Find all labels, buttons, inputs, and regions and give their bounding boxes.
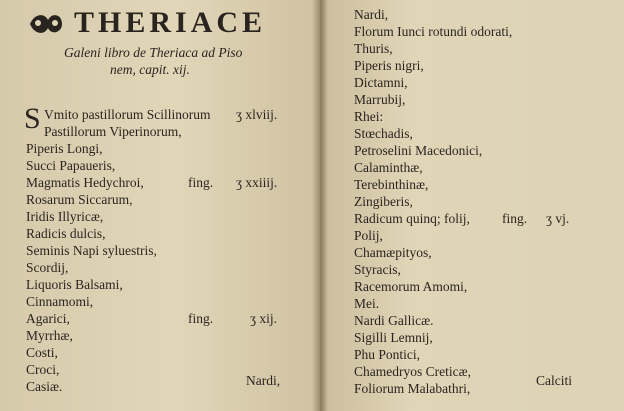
ingredient-line: Polij,: [354, 228, 383, 243]
ingredient-line: Dictamni,: [354, 75, 408, 90]
chapter-subtitle-line-2: nem, capit. xij.: [110, 62, 190, 77]
ingredient-line: Seminis Napi syluestris,: [26, 243, 157, 258]
ingredient-line: Phu Pontici,: [354, 347, 421, 362]
ingredient-line: Chamedryos Creticæ,: [354, 364, 471, 379]
ingredient-line: Petroselini Macedonici,: [354, 143, 483, 158]
ingredient-line: Casiæ.: [26, 379, 63, 394]
ingredient-line: Succi Papaueris,: [26, 158, 116, 173]
ingredient-line: Liquoris Balsami,: [26, 277, 123, 292]
ingredient-line: Foliorum Malabathri,: [354, 381, 471, 396]
right-page: [320, 0, 624, 411]
ingredient-line: Magmatis Hedychroi,: [26, 175, 144, 190]
ingredient-line: Croci,: [26, 362, 60, 377]
ingredient-line: Cinnamomi,: [26, 294, 94, 309]
first-ingredient-line: Vmito pastillorum Scillinorum: [44, 107, 211, 122]
ingredient-line: Thuris,: [354, 41, 393, 56]
ingredient-line: Rhei:: [354, 109, 384, 124]
ingredient-line: Myrrhæ,: [26, 328, 73, 343]
ingredient-line: Calaminthæ,: [354, 160, 423, 175]
amount-value: ʒ vj.: [546, 211, 570, 226]
ingredient-line: Pastillorum Viperinorum,: [44, 124, 182, 139]
ingredient-line: Scordij,: [26, 260, 69, 275]
ingredient-line: Marrubij,: [354, 92, 406, 107]
catchword-left: Nardi,: [246, 373, 281, 388]
running-title: THERIACE: [74, 6, 267, 39]
amount-label: fing.: [502, 211, 528, 226]
drop-capital: S: [24, 102, 41, 135]
ingredient-line: Mei.: [354, 296, 380, 311]
ingredient-line: Radicum quinq; folij,: [354, 211, 470, 226]
ingredient-line: Piperis nigri,: [354, 58, 424, 73]
ingredient-line: Rosarum Siccarum,: [26, 192, 133, 207]
amount-value: ʒ xij.: [250, 311, 277, 326]
ingredient-line: Radicis dulcis,: [26, 226, 106, 241]
ingredient-line: Piperis Longi,: [26, 141, 103, 156]
ingredient-line: Nardi,: [354, 7, 389, 22]
ingredient-line: Costi,: [26, 345, 58, 360]
ingredient-line: Florum Iunci rotundi odorati,: [354, 24, 513, 39]
ingredient-line: Agarici,: [26, 311, 70, 326]
book-gutter: [312, 0, 328, 411]
ingredient-line: Terebinthinæ,: [354, 177, 429, 192]
ingredient-line: Zingiberis,: [354, 194, 413, 209]
chapter-subtitle-line-1: Galeni libro de Theriaca ad Piso: [64, 45, 243, 60]
ingredient-line: Chamæpityos,: [354, 245, 432, 260]
amount-first: ʒ xlviij.: [236, 107, 278, 122]
amount-label: fing.: [188, 311, 214, 326]
ingredient-line: Racemorum Amomi,: [354, 279, 468, 294]
ingredient-line: Iridis Illyricæ,: [26, 209, 104, 224]
ingredient-line: Sigilli Lemnij,: [354, 330, 433, 345]
ingredient-line: Stœchadis,: [354, 126, 413, 141]
amount-value: ʒ xxiiij.: [236, 175, 278, 190]
ingredient-line: Styracis,: [354, 262, 401, 277]
fleuron-ornament-icon: [26, 10, 66, 38]
catchword-right: Calciti: [536, 373, 572, 388]
amount-label: fing.: [188, 175, 214, 190]
ingredient-line: Nardi Gallicæ.: [354, 313, 434, 328]
